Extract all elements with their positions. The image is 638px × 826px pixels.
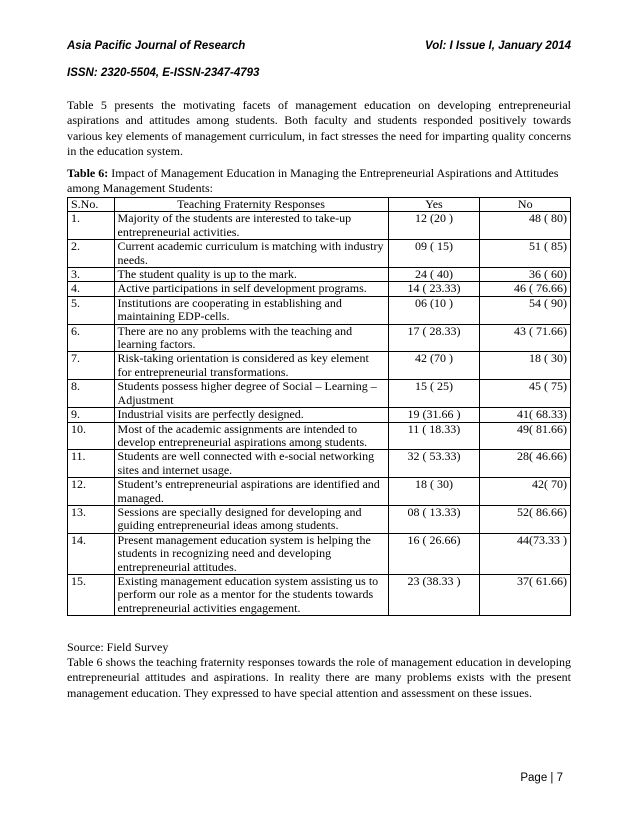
discussion-paragraph: Table 6 shows the teaching fraternity responses towards the role of management education in developing entrepreneurial attitudes and aspirations. In reality there are many problems exists with the present management education. They expressed to have special attention and assessment on these issues. (67, 655, 571, 700)
cell-yes: 23 (38.33 ) (388, 574, 480, 615)
cell-sno: 6. (68, 324, 115, 352)
table-row (68, 268, 571, 282)
table-row (68, 282, 571, 296)
cell-sno: 8. (68, 380, 115, 408)
cell-response: Majority of the students are interested to take-up entrepreneurial activities. (114, 212, 388, 240)
cell-sno: 11. (68, 450, 115, 478)
cell-no: 51 ( 85) (480, 240, 571, 268)
cell-no: 49( 81.66) (480, 422, 571, 450)
cell-response: The student quality is up to the mark. (114, 268, 388, 282)
responses-table (67, 197, 571, 616)
cell-no: 44(73.33 ) (480, 533, 571, 574)
cell-yes: 19 (31.66 ) (388, 408, 480, 422)
cell-response: Students are well connected with e-social networking sites and internet usage. (114, 450, 388, 478)
cell-yes: 06 (10 ) (388, 296, 480, 324)
journal-volume: Vol: I Issue I, January 2014 (425, 40, 571, 52)
cell-sno: 1. (68, 212, 115, 240)
cell-yes: 09 ( 15) (388, 240, 480, 268)
cell-response: Student’s entrepreneurial aspirations are identified and managed. (114, 478, 388, 506)
cell-yes: 12 (20 ) (388, 212, 480, 240)
table-caption-label: Table 6: (67, 166, 109, 180)
table-row (68, 478, 571, 506)
cell-sno: 4. (68, 282, 115, 296)
cell-sno: 7. (68, 352, 115, 380)
cell-yes: 11 ( 18.33) (388, 422, 480, 450)
cell-no: 18 ( 30) (480, 352, 571, 380)
cell-no: 28( 46.66) (480, 450, 571, 478)
cell-yes: 15 ( 25) (388, 380, 480, 408)
header-responses: Teaching Fraternity Responses (114, 198, 388, 212)
table-row (68, 533, 571, 574)
cell-sno: 12. (68, 478, 115, 506)
cell-sno: 5. (68, 296, 115, 324)
intro-paragraph: Table 5 presents the motivating facets of management education on developing entrepreneurial aspirations and attitudes among students. Both faculty and students responded positively towards various key elements of management curriculum, in fact stresses the need for imparting quality concerns in the education system. (67, 98, 571, 159)
cell-yes: 14 ( 23.33) (388, 282, 480, 296)
cell-no: 46 ( 76.66) (480, 282, 571, 296)
cell-sno: 9. (68, 408, 115, 422)
page-number: Page | 7 (520, 772, 563, 784)
cell-sno: 10. (68, 422, 115, 450)
cell-response: Active participations in self development programs. (114, 282, 388, 296)
table-row (68, 296, 571, 324)
cell-no: 52( 86.66) (480, 505, 571, 533)
header-no: No (480, 198, 571, 212)
cell-no: 41( 68.33) (480, 408, 571, 422)
cell-sno: 3. (68, 268, 115, 282)
cell-yes: 42 (70 ) (388, 352, 480, 380)
cell-no: 54 ( 90) (480, 296, 571, 324)
cell-response: Sessions are specially designed for developing and guiding entrepreneurial ideas among students. (114, 505, 388, 533)
table-body (68, 212, 571, 616)
cell-response: Existing management education system assisting us to perform our role as a mentor for the students towards entrepreneurial activities engagement. (114, 574, 388, 615)
table-row (68, 408, 571, 422)
table-caption (67, 166, 571, 197)
cell-yes: 24 ( 40) (388, 268, 480, 282)
cell-yes: 17 ( 28.33) (388, 324, 480, 352)
cell-response: There are no any problems with the teaching and learning factors. (114, 324, 388, 352)
cell-sno: 2. (68, 240, 115, 268)
table-row (68, 450, 571, 478)
table-row (68, 505, 571, 533)
cell-response: Current academic curriculum is matching with industry needs. (114, 240, 388, 268)
journal-issn: ISSN: 2320-5504, E-ISSN-2347-4793 (67, 67, 260, 79)
table-row (68, 380, 571, 408)
table-header-row (68, 198, 571, 212)
table-row (68, 574, 571, 615)
cell-sno: 13. (68, 505, 115, 533)
cell-yes: 32 ( 53.33) (388, 450, 480, 478)
cell-no: 43 ( 71.66) (480, 324, 571, 352)
table-source: Source: Field Survey (67, 640, 169, 654)
table-row (68, 324, 571, 352)
cell-no: 37( 61.66) (480, 574, 571, 615)
cell-sno: 15. (68, 574, 115, 615)
table-row (68, 212, 571, 240)
header-yes: Yes (388, 198, 480, 212)
cell-response: Industrial visits are perfectly designed. (114, 408, 388, 422)
cell-yes: 08 ( 13.33) (388, 505, 480, 533)
header-sno: S.No. (68, 198, 115, 212)
cell-no: 36 ( 60) (480, 268, 571, 282)
cell-no: 42( 70) (480, 478, 571, 506)
table-row (68, 422, 571, 450)
cell-yes: 18 ( 30) (388, 478, 480, 506)
table-row (68, 352, 571, 380)
table-caption-text: Impact of Management Education in Managing the Entrepreneurial Aspirations and Attitudes among Management Students: (67, 166, 559, 196)
cell-response: Present management education system is helping the students in recognizing need and developing entrepreneurial attitudes. (114, 533, 388, 574)
cell-no: 48 ( 80) (480, 212, 571, 240)
cell-response: Most of the academic assignments are intended to develop entrepreneurial aspirations among students. (114, 422, 388, 450)
cell-no: 45 ( 75) (480, 380, 571, 408)
journal-title: Asia Pacific Journal of Research (67, 40, 246, 52)
cell-response: Risk-taking orientation is considered as key element for entrepreneurial transformations. (114, 352, 388, 380)
cell-response: Institutions are cooperating in establishing and maintaining EDP-cells. (114, 296, 388, 324)
table-row (68, 240, 571, 268)
cell-sno: 14. (68, 533, 115, 574)
cell-yes: 16 ( 26.66) (388, 533, 480, 574)
cell-response: Students possess higher degree of Social – Learning – Adjustment (114, 380, 388, 408)
